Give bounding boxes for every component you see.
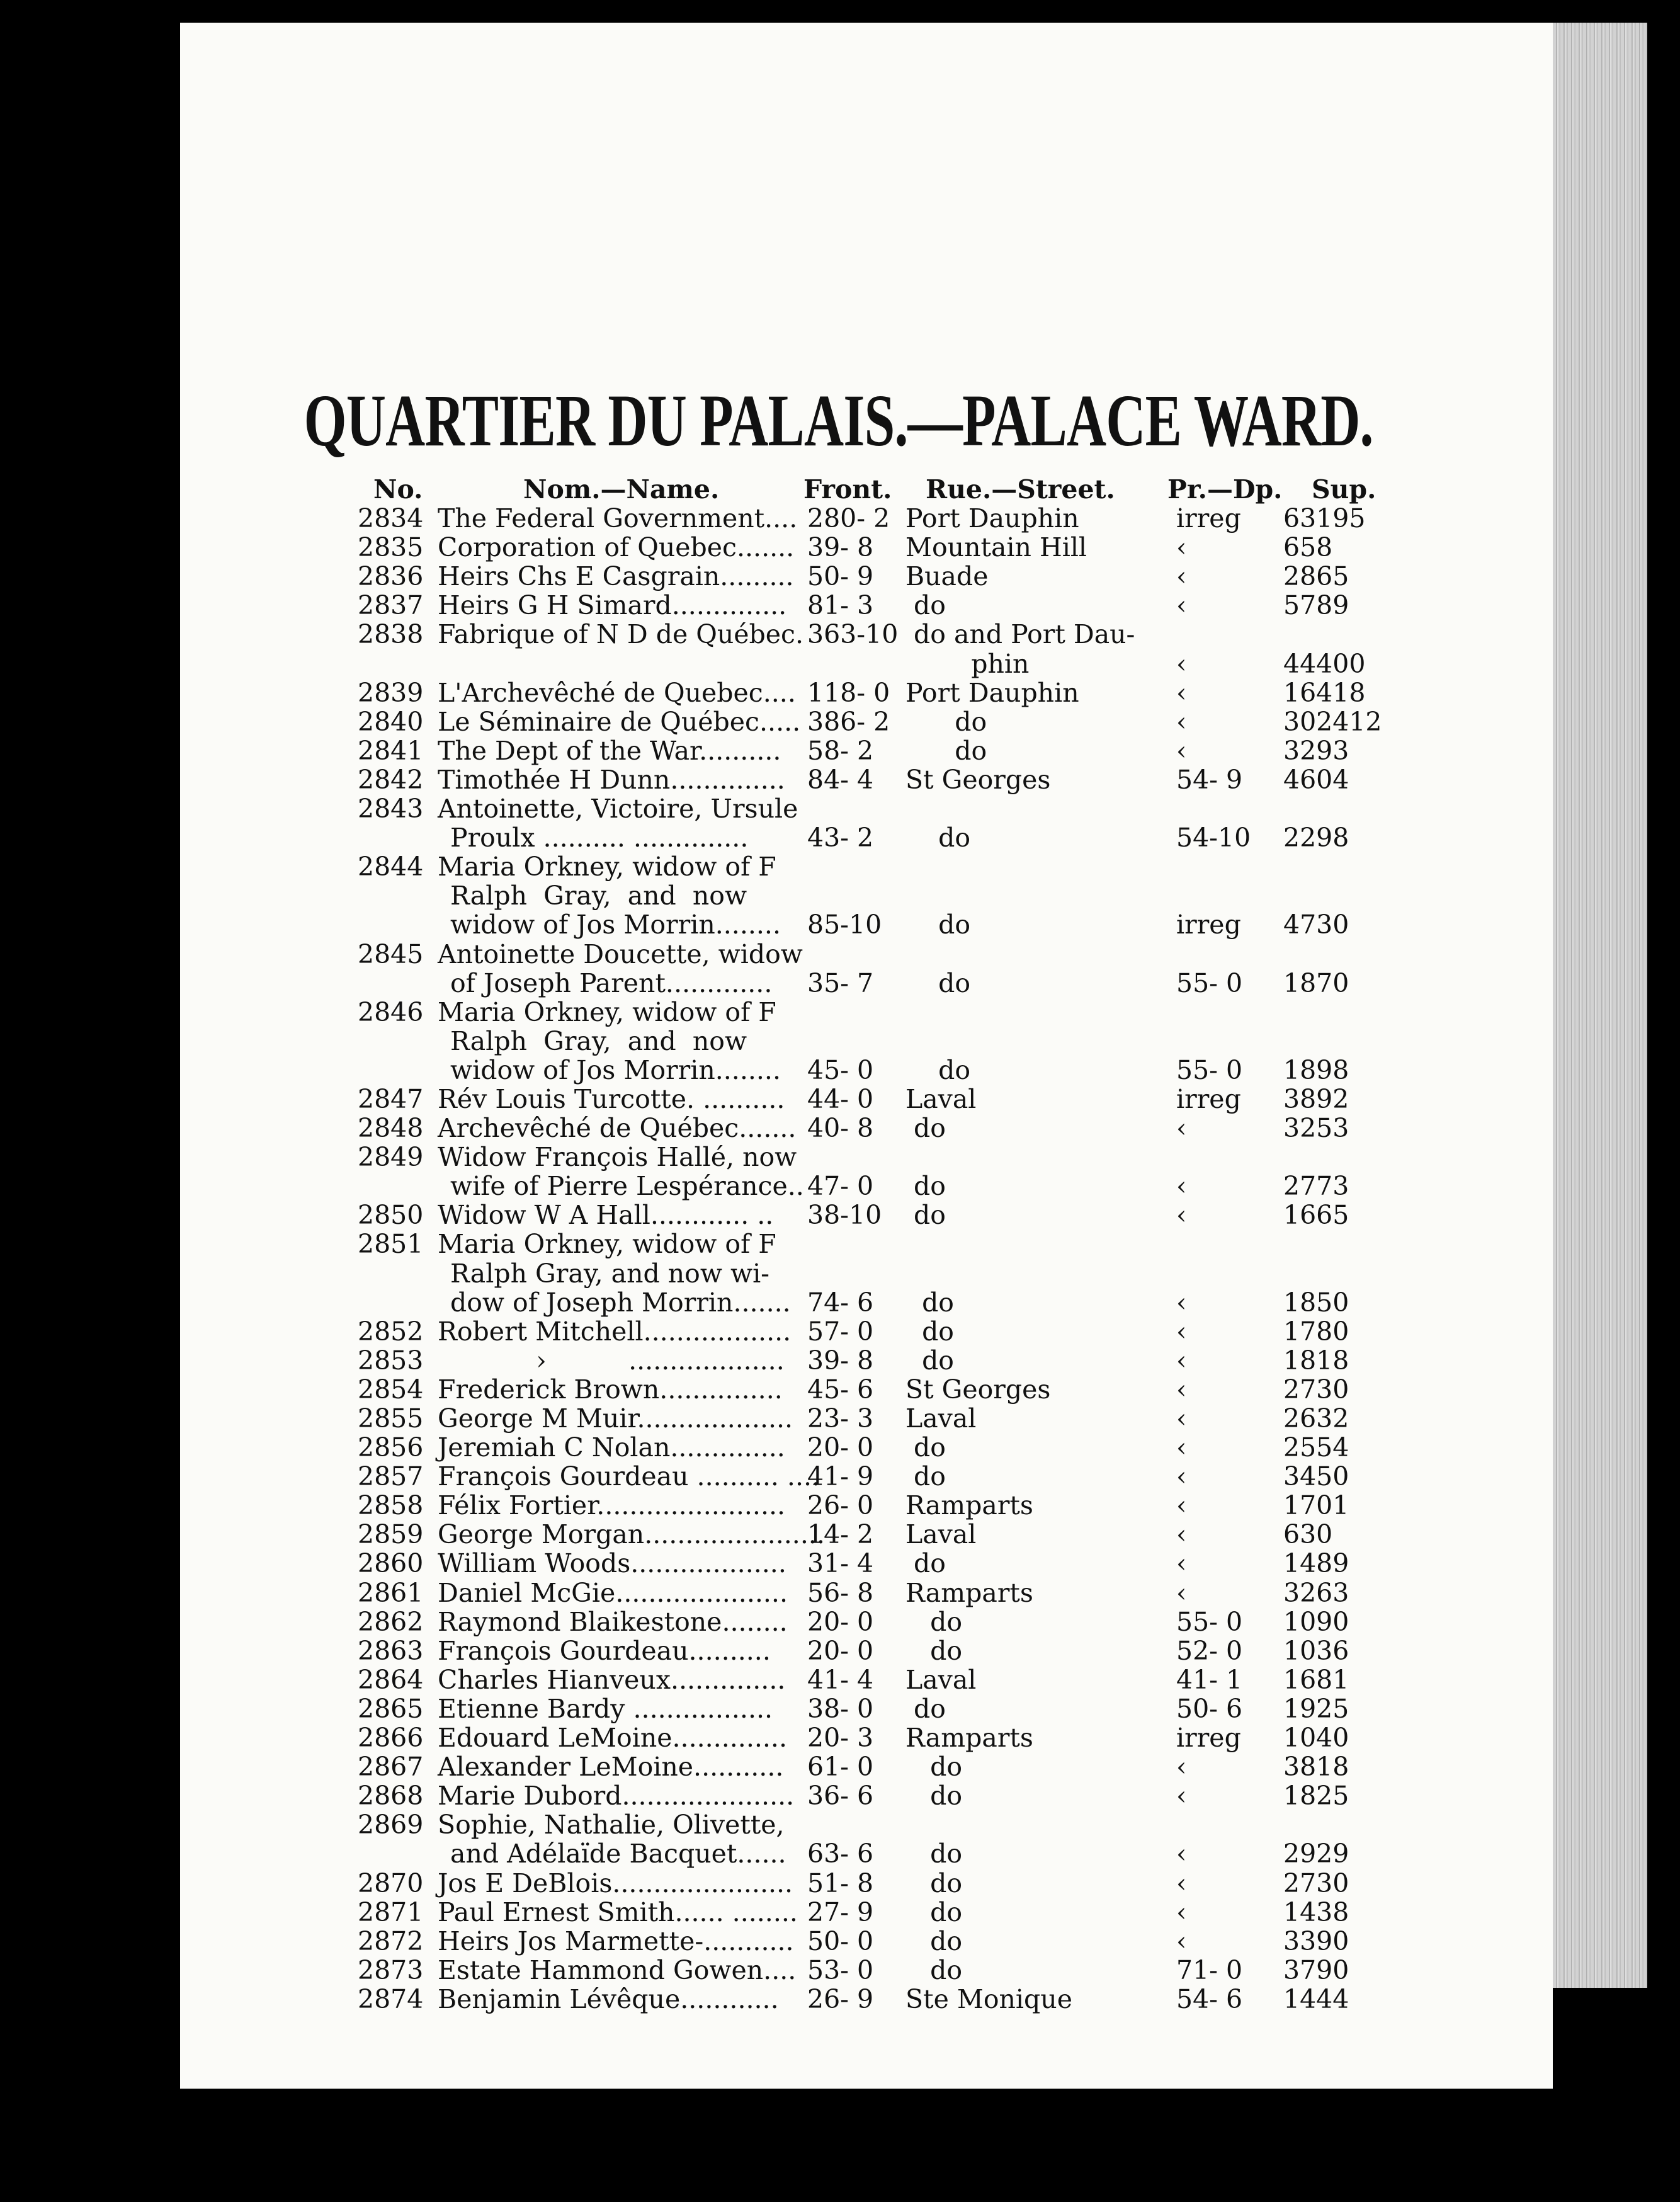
cell-name: Robert Mitchell..................: [438, 1316, 792, 1347]
cell-name: Sophie, Nathalie, Olivette,: [438, 1810, 785, 1840]
cell-no: 2842: [358, 764, 424, 795]
cell-no: 2839: [358, 677, 424, 708]
cell-prdp: 55- 0: [1176, 967, 1243, 998]
cell-no: 2851: [358, 1229, 424, 1260]
cell-sup: 3390: [1283, 1925, 1349, 1956]
cell-front: 53- 0: [807, 1954, 874, 1985]
cell-front: 44- 0: [807, 1083, 874, 1114]
cell-prdp: ‹: [1176, 1287, 1187, 1318]
cell-prdp: ‹: [1176, 1490, 1187, 1521]
cell-name: Corporation of Quebec.......: [438, 532, 795, 563]
cell-front: 363-10: [807, 619, 899, 650]
cell-name: Jeremiah C Nolan..............: [438, 1432, 785, 1463]
scan-border-right: [1647, 23, 1680, 2202]
cell-no: 2872: [358, 1925, 424, 1956]
cell-sup: 1681: [1283, 1664, 1349, 1695]
cell-prdp: ‹: [1176, 1316, 1187, 1347]
cell-street: Laval: [905, 1664, 977, 1695]
cell-sup: 1036: [1283, 1635, 1349, 1666]
cell-no: 2857: [358, 1461, 424, 1492]
cell-no: 2873: [358, 1954, 424, 1985]
cell-front: 14- 2: [807, 1519, 874, 1550]
cell-sup: 1444: [1283, 1983, 1349, 2014]
cell-name: and Adélaïde Bacquet......: [450, 1839, 786, 1869]
cell-sup: 1850: [1283, 1287, 1349, 1318]
cell-name: Daniel McGie.....................: [438, 1577, 788, 1608]
cell-no: 2848: [358, 1113, 424, 1144]
cell-name: Antoinette Doucette, widow: [438, 938, 803, 969]
cell-front: 45- 6: [807, 1374, 874, 1405]
cell-prdp: ‹: [1176, 590, 1187, 621]
cell-name: Heirs Chs E Casgrain.........: [438, 561, 794, 592]
cell-no: 2858: [358, 1490, 424, 1521]
cell-prdp: 55- 0: [1176, 1054, 1243, 1085]
cell-front: 36- 6: [807, 1781, 874, 1811]
cell-name: Etienne Bardy .................: [438, 1693, 773, 1724]
cell-name: Maria Orkney, widow of F: [438, 852, 776, 882]
cell-sup: 3450: [1283, 1461, 1349, 1492]
cell-no: 2850: [358, 1200, 424, 1231]
cell-front: 57- 0: [807, 1316, 874, 1347]
cell-prdp: ‹: [1176, 1374, 1187, 1405]
header-no: No.: [373, 474, 423, 505]
cell-name: › ...................: [438, 1345, 785, 1376]
cell-sup: 3818: [1283, 1752, 1349, 1783]
cell-front: 280- 2: [807, 503, 890, 534]
cell-no: 2845: [358, 938, 424, 969]
header-sup: Sup.: [1312, 474, 1376, 505]
cell-front: 39- 8: [807, 1345, 874, 1376]
cell-prdp: ‹: [1176, 1548, 1187, 1579]
cell-name: Fabrique of N D de Québec.: [438, 619, 804, 650]
cell-street: phin: [905, 648, 1030, 679]
cell-no: 2861: [358, 1577, 424, 1608]
cell-name: Marie Dubord.....................: [438, 1781, 795, 1811]
cell-name: George M Muir...................: [438, 1403, 793, 1434]
cell-street: Ramparts: [905, 1577, 1033, 1608]
cell-no: 2846: [358, 996, 424, 1027]
cell-street: Ste Monique: [905, 1983, 1072, 2014]
cell-no: 2863: [358, 1635, 424, 1666]
header-prdp: Pr.—Dp.: [1167, 474, 1283, 505]
cell-prdp: irreg: [1176, 1723, 1241, 1754]
cell-front: 20- 3: [807, 1723, 874, 1754]
cell-sup: 1701: [1283, 1490, 1349, 1521]
cell-no: 2835: [358, 532, 424, 563]
cell-sup: 1925: [1283, 1693, 1349, 1724]
cell-name: Ralph Gray, and now wi-: [450, 1258, 770, 1289]
cell-prdp: 71- 0: [1176, 1954, 1243, 1985]
scan-border-bottom: [180, 2089, 1680, 2202]
cell-no: 2865: [358, 1693, 424, 1724]
cell-sup: 1489: [1283, 1548, 1349, 1579]
cell-street: Ramparts: [905, 1723, 1033, 1754]
cell-name: Maria Orkney, widow of F: [438, 996, 776, 1027]
cell-prdp: ‹: [1176, 1752, 1187, 1783]
header-name: Nom.—Name.: [523, 474, 720, 505]
cell-prdp: ‹: [1176, 1403, 1187, 1434]
cell-prdp: irreg: [1176, 910, 1241, 940]
cell-no: 2860: [358, 1548, 424, 1579]
cell-street: do: [905, 1113, 946, 1144]
cell-prdp: ‹: [1176, 706, 1187, 737]
cell-street: do: [905, 1693, 946, 1724]
cell-name: dow of Joseph Morrin.......: [450, 1287, 791, 1318]
cell-no: 2838: [358, 619, 424, 650]
cell-street: do: [905, 1925, 963, 1956]
cell-street: Port Dauphin: [905, 677, 1079, 708]
cell-front: 40- 8: [807, 1113, 874, 1144]
cell-street: do: [905, 1954, 963, 1985]
page-edges: [1553, 23, 1647, 1988]
cell-front: 58- 2: [807, 735, 874, 766]
cell-front: 23- 3: [807, 1403, 874, 1434]
cell-front: 31- 4: [807, 1548, 874, 1579]
scan-border-left: [0, 0, 107, 2202]
cell-name: Proulx .......... ..............: [450, 823, 749, 853]
cell-street: do: [905, 910, 971, 940]
cell-prdp: 50- 6: [1176, 1693, 1243, 1724]
cell-sup: 2929: [1283, 1839, 1349, 1869]
cell-name: George Morgan......................: [438, 1519, 825, 1550]
cell-sup: 2730: [1283, 1868, 1349, 1898]
cell-prdp: ‹: [1176, 1925, 1187, 1956]
cell-front: 43- 2: [807, 823, 874, 853]
cell-name: of Joseph Parent.............: [450, 967, 773, 998]
cell-sup: 2773: [1283, 1171, 1349, 1202]
cell-prdp: 52- 0: [1176, 1635, 1243, 1666]
cell-front: 38-10: [807, 1200, 882, 1231]
cell-name: Raymond Blaikestone........: [438, 1606, 788, 1637]
cell-street: do: [905, 1606, 963, 1637]
binding-spine: [169, 25, 180, 2047]
cell-street: do: [905, 967, 971, 998]
cell-no: 2859: [358, 1519, 424, 1550]
cell-front: 26- 9: [807, 1983, 874, 2014]
cell-street: do: [905, 1548, 946, 1579]
cell-sup: 1780: [1283, 1316, 1349, 1347]
cell-street: do: [905, 706, 987, 737]
cell-prdp: ‹: [1176, 1839, 1187, 1869]
cell-street: do: [905, 1316, 954, 1347]
cell-sup: 3790: [1283, 1954, 1349, 1985]
cell-street: do: [905, 1781, 963, 1811]
cell-street: Laval: [905, 1519, 977, 1550]
cell-no: 2866: [358, 1723, 424, 1754]
cell-sup: 1818: [1283, 1345, 1349, 1376]
cell-sup: 3293: [1283, 735, 1349, 766]
cell-name: Antoinette, Victoire, Ursule: [438, 794, 798, 824]
cell-no: 2843: [358, 794, 424, 824]
cell-street: Laval: [905, 1083, 977, 1114]
cell-sup: 3253: [1283, 1113, 1349, 1144]
cell-sup: 44400: [1283, 648, 1366, 679]
cell-street: do: [905, 1200, 946, 1231]
cell-prdp: 54- 9: [1176, 764, 1243, 795]
cell-prdp: ‹: [1176, 1113, 1187, 1144]
cell-street: do: [905, 1635, 963, 1666]
cell-front: 118- 0: [807, 677, 890, 708]
cell-no: 2870: [358, 1868, 424, 1898]
cell-sup: 4604: [1283, 764, 1349, 795]
cell-name: Félix Fortier.......................: [438, 1490, 786, 1521]
cell-sup: 1898: [1283, 1054, 1349, 1085]
cell-street: do: [905, 1345, 954, 1376]
cell-front: 38- 0: [807, 1693, 874, 1724]
cell-front: 386- 2: [807, 706, 890, 737]
cell-name: Widow François Hallé, now: [438, 1142, 797, 1173]
cell-street: do: [905, 823, 971, 853]
cell-street: do: [905, 1839, 963, 1869]
cell-street: do: [905, 1287, 954, 1318]
cell-front: 20- 0: [807, 1606, 874, 1637]
cell-sup: 5789: [1283, 590, 1349, 621]
cell-no: 2869: [358, 1810, 424, 1840]
cell-front: 51- 8: [807, 1868, 874, 1898]
cell-no: 2862: [358, 1606, 424, 1637]
cell-sup: 1040: [1283, 1723, 1349, 1754]
cell-prdp: ‹: [1176, 1171, 1187, 1202]
cell-no: 2854: [358, 1374, 424, 1405]
cell-no: 2844: [358, 852, 424, 882]
cell-sup: 2632: [1283, 1403, 1349, 1434]
cell-name: Edouard LeMoine..............: [438, 1723, 787, 1754]
cell-street: Port Dauphin: [905, 503, 1079, 534]
cell-name: widow of Jos Morrin........: [450, 1054, 781, 1085]
cell-name: Alexander LeMoine...........: [438, 1752, 784, 1783]
cell-prdp: irreg: [1176, 503, 1241, 534]
cell-no: 2852: [358, 1316, 424, 1347]
cell-sup: 302412: [1283, 706, 1382, 737]
cell-street: Buade: [905, 561, 989, 592]
cell-no: 2867: [358, 1752, 424, 1783]
cell-name: Ralph Gray, and now: [450, 1025, 747, 1056]
header-street: Rue.—Street.: [926, 474, 1115, 505]
cell-name: The Dept of the War..........: [438, 735, 781, 766]
cell-prdp: ‹: [1176, 735, 1187, 766]
cell-front: 50- 0: [807, 1925, 874, 1956]
cell-name: Maria Orkney, widow of F: [438, 1229, 776, 1260]
cell-prdp: ‹: [1176, 1897, 1187, 1927]
cell-no: 2834: [358, 503, 424, 534]
cell-front: 41- 9: [807, 1461, 874, 1492]
cell-name: Widow W A Hall............ ..: [438, 1200, 774, 1231]
cell-sup: 4730: [1283, 910, 1349, 940]
cell-sup: 3263: [1283, 1577, 1349, 1608]
cell-name: Heirs Jos Marmette-...........: [438, 1925, 794, 1956]
cell-street: Laval: [905, 1403, 977, 1434]
cell-name: widow of Jos Morrin........: [450, 910, 781, 940]
cell-front: 45- 0: [807, 1054, 874, 1085]
cell-sup: 1438: [1283, 1897, 1349, 1927]
cell-name: wife of Pierre Lespérance..: [450, 1171, 804, 1202]
cell-no: 2868: [358, 1781, 424, 1811]
cell-name: Le Séminaire de Québec.....: [438, 706, 801, 737]
cell-prdp: ‹: [1176, 1781, 1187, 1811]
cell-sup: 1090: [1283, 1606, 1349, 1637]
cell-front: 41- 4: [807, 1664, 874, 1695]
cell-prdp: ‹: [1176, 1461, 1187, 1492]
cell-front: 35- 7: [807, 967, 874, 998]
cell-sup: 2554: [1283, 1432, 1349, 1463]
cell-sup: 2865: [1283, 561, 1349, 592]
cell-front: 50- 9: [807, 561, 874, 592]
cell-name: Benjamin Lévêque............: [438, 1983, 779, 2014]
cell-no: 2855: [358, 1403, 424, 1434]
cell-no: 2864: [358, 1664, 424, 1695]
cell-prdp: ‹: [1176, 1200, 1187, 1231]
cell-name: Paul Ernest Smith...... ........: [438, 1897, 798, 1927]
cell-front: 47- 0: [807, 1171, 874, 1202]
cell-prdp: ‹: [1176, 648, 1187, 679]
cell-prdp: ‹: [1176, 677, 1187, 708]
cell-street: do: [905, 1432, 946, 1463]
cell-front: 74- 6: [807, 1287, 874, 1318]
cell-front: 56- 8: [807, 1577, 874, 1608]
cell-name: Charles Hianveux..............: [438, 1664, 786, 1695]
cell-name: Ralph Gray, and now: [450, 881, 747, 911]
cell-prdp: ‹: [1176, 1432, 1187, 1463]
cell-sup: 630: [1283, 1519, 1333, 1550]
cell-sup: 16418: [1283, 677, 1366, 708]
cell-no: 2841: [358, 735, 424, 766]
cell-front: 61- 0: [807, 1752, 874, 1783]
cell-street: do: [905, 1054, 971, 1085]
cell-no: 2871: [358, 1897, 424, 1927]
cell-no: 2847: [358, 1083, 424, 1114]
cell-name: Timothée H Dunn..............: [438, 764, 785, 795]
cell-street: do: [905, 1171, 946, 1202]
cell-street: do and Port Dau-: [905, 619, 1135, 650]
cell-front: 85-10: [807, 910, 882, 940]
cell-front: 20- 0: [807, 1635, 874, 1666]
cell-name: Jos E DeBlois......................: [438, 1868, 793, 1898]
cell-no: 2836: [358, 561, 424, 592]
cell-prdp: 55- 0: [1176, 1606, 1243, 1637]
cell-no: 2856: [358, 1432, 424, 1463]
cell-front: 39- 8: [807, 532, 874, 563]
cell-street: do: [905, 1868, 963, 1898]
cell-sup: 63195: [1283, 503, 1366, 534]
cell-prdp: 54- 6: [1176, 1983, 1243, 2014]
cell-street: do: [905, 1897, 963, 1927]
cell-front: 63- 6: [807, 1839, 874, 1869]
cell-prdp: irreg: [1176, 1083, 1241, 1114]
header-front: Front.: [803, 474, 892, 505]
cell-no: 2837: [358, 590, 424, 621]
cell-name: Archevêché de Québec.......: [438, 1113, 797, 1144]
cell-name: François Gourdeau..........: [438, 1635, 771, 1666]
cell-prdp: 41- 1: [1176, 1664, 1243, 1695]
cell-front: 26- 0: [807, 1490, 874, 1521]
cell-street: St Georges: [905, 764, 1051, 795]
cell-street: do: [905, 1461, 946, 1492]
cell-prdp: ‹: [1176, 1868, 1187, 1898]
cell-prdp: ‹: [1176, 1577, 1187, 1608]
cell-name: François Gourdeau .......... ....: [438, 1461, 820, 1492]
cell-front: 20- 0: [807, 1432, 874, 1463]
cell-front: 81- 3: [807, 590, 874, 621]
cell-street: Ramparts: [905, 1490, 1033, 1521]
cell-sup: 3892: [1283, 1083, 1349, 1114]
cell-prdp: ‹: [1176, 1519, 1187, 1550]
cell-name: Estate Hammond Gowen....: [438, 1954, 797, 1985]
cell-name: Frederick Brown...............: [438, 1374, 783, 1405]
cell-name: Rév Louis Turcotte. ..........: [438, 1083, 785, 1114]
cell-prdp: ‹: [1176, 561, 1187, 592]
page-title: QUARTIER DU PALAIS.—PALACE WARD.: [304, 379, 1373, 462]
cell-prdp: ‹: [1176, 532, 1187, 563]
cell-sup: 1870: [1283, 967, 1349, 998]
cell-sup: 1825: [1283, 1781, 1349, 1811]
cell-street: do: [905, 590, 946, 621]
cell-sup: 2730: [1283, 1374, 1349, 1405]
cell-sup: 2298: [1283, 823, 1349, 853]
cell-name: The Federal Government....: [438, 503, 798, 534]
cell-name: L'Archevêché de Quebec....: [438, 677, 796, 708]
cell-street: Mountain Hill: [905, 532, 1087, 563]
cell-no: 2840: [358, 706, 424, 737]
cell-name: Heirs G H Simard..............: [438, 590, 787, 621]
cell-prdp: 54-10: [1176, 823, 1251, 853]
cell-street: do: [905, 735, 987, 766]
cell-sup: 658: [1283, 532, 1333, 563]
cell-sup: 1665: [1283, 1200, 1349, 1231]
cell-no: 2853: [358, 1345, 424, 1376]
cell-prdp: ‹: [1176, 1345, 1187, 1376]
cell-street: St Georges: [905, 1374, 1051, 1405]
cell-no: 2874: [358, 1983, 424, 2014]
cell-no: 2849: [358, 1142, 424, 1173]
cell-street: do: [905, 1752, 963, 1783]
cell-front: 27- 9: [807, 1897, 874, 1927]
cell-name: William Woods...................: [438, 1548, 786, 1579]
cell-front: 84- 4: [807, 764, 874, 795]
